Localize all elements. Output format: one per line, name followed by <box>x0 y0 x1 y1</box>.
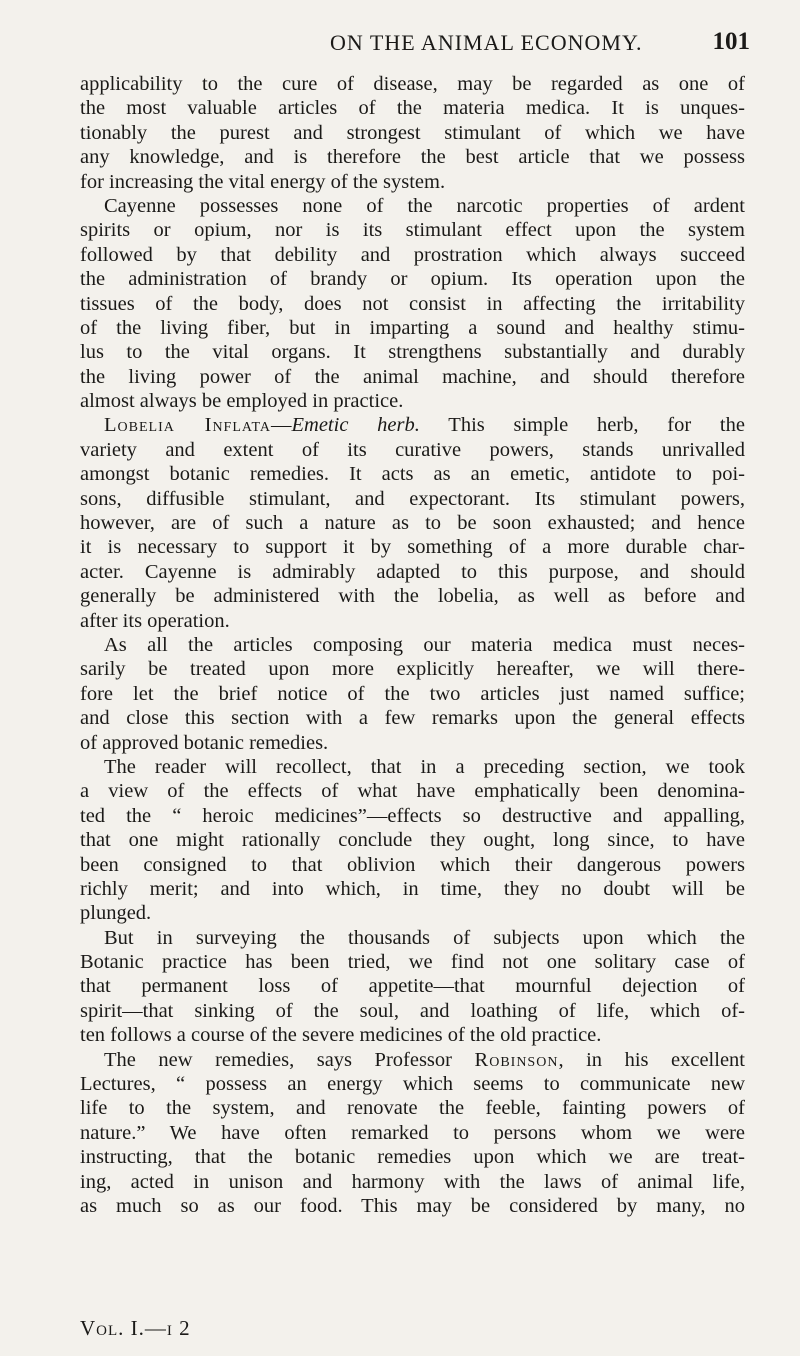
text-line: plunged. <box>80 902 152 925</box>
text-line: the living power of the animal machine, and should therefore <box>80 365 745 388</box>
text-line: almost always be employed in practice. <box>80 390 404 413</box>
text-line: spirits or opium, nor is its stimulant effect upon the system <box>80 219 745 242</box>
text-line: lus to the vital organs. It strengthens substantially and durably <box>80 341 745 364</box>
text-line: that permanent loss of appetite—that mournful dejection of <box>80 975 745 998</box>
text-line: it is necessary to support it by something of a more durable char- <box>80 536 745 559</box>
em-dash: — <box>271 414 292 437</box>
body-text <box>80 72 745 1218</box>
text-line: of approved botanic remedies. <box>80 731 329 754</box>
page-header <box>80 20 750 60</box>
text-line: tissues of the body, does not consist in affecting the irritability <box>80 292 745 315</box>
text-line: and close this section with a few remarks upon the general effects <box>80 707 745 730</box>
text-line: the administration of brandy or opium. Its operation upon the <box>80 268 745 291</box>
running-title: ON THE ANIMAL ECONOMY. <box>330 30 643 55</box>
herb-epithet: Emetic herb. <box>291 414 420 437</box>
text-line: after its operation. <box>80 609 230 632</box>
text-line: ing, acted in unison and harmony with the laws of animal life, <box>80 1170 745 1193</box>
text-line: variety and extent of its curative powers, stands unrivalled <box>80 438 745 461</box>
text-line: ted the “ heroic medicines”—effects so destructive and appalling, <box>80 804 745 827</box>
text-line: however, are of such a nature as to be soon exhausted; and hence <box>80 512 745 535</box>
text-line: any knowledge, and is therefore the best article that we possess <box>80 146 745 169</box>
text-line: sarily be treated upon more explicitly hereafter, we will there- <box>80 658 745 681</box>
text-line: instructing, that the botanic remedies upon which we are treat- <box>80 1146 745 1169</box>
text-line <box>80 1048 745 1072</box>
text-line: applicability to the cure of disease, may be regarded as one of <box>80 73 745 95</box>
text-line: As all the articles composing our materia medica must neces- <box>104 633 745 656</box>
text-line: The reader will recollect, that in a preceding section, we took <box>104 755 745 778</box>
text-line: fore let the brief notice of the two articles just named suffice; <box>80 682 745 705</box>
author-name: Robinson <box>474 1048 559 1071</box>
herb-name: Lobelia Inflata <box>104 414 271 437</box>
text-line: the most valuable articles of the materia medica. It is unques- <box>80 97 745 120</box>
footer-signature <box>80 1316 191 1341</box>
text-line: Cayenne possesses none of the narcotic properties of ardent <box>104 194 745 217</box>
text-line: tionably the purest and strongest stimulant of which we have <box>80 121 745 144</box>
line-rest: This simple herb, for the <box>419 414 745 437</box>
text-line: ten follows a course of the severe medicines of the old practice. <box>80 1024 602 1047</box>
text-line: Botanic practice has been tried, we find not one solitary case of <box>80 951 745 974</box>
text-line: nature.” We have often remarked to persons whom we were <box>80 1121 745 1144</box>
text-line: sons, diffusible stimulant, and expectorant. Its stimulant powers, <box>80 487 745 510</box>
line-after: , in his excellent <box>558 1048 745 1071</box>
text-line: followed by that debility and prostration which always succeed <box>80 243 745 266</box>
text-line: But in surveying the thousands of subjects upon which the <box>104 926 745 949</box>
text-line: amongst botanic remedies. It acts as an emetic, antidote to poi- <box>80 463 745 486</box>
text-line: for increasing the vital energy of the system. <box>80 170 446 193</box>
text-line: spirit—that sinking of the soul, and loathing of life, which of- <box>80 999 745 1022</box>
text-line: as much so as our food. This may be considered by many, no <box>80 1194 745 1217</box>
volume-signature: Vol. I.—i 2 <box>80 1316 191 1340</box>
text-line: a view of the effects of what have emphatically been denomina- <box>80 780 745 803</box>
text-line: been consigned to that oblivion which their dangerous powers <box>80 853 745 876</box>
line-before: The new remedies, says Professor <box>104 1048 475 1071</box>
text-line: of the living fiber, but in imparting a sound and healthy stimu- <box>80 316 745 339</box>
text-line: Lectures, “ possess an energy which seems to communicate new <box>80 1073 745 1096</box>
text-line: acter. Cayenne is admirably adapted to this purpose, and should <box>80 560 745 583</box>
text-line: that one might rationally conclude they ought, long since, to have <box>80 829 745 852</box>
page-number: 101 <box>712 28 750 55</box>
text-line <box>80 413 745 437</box>
text-line: richly merit; and into which, in time, they no doubt will be <box>80 877 745 900</box>
text-line: life to the system, and renovate the feeble, fainting powers of <box>80 1097 745 1120</box>
text-line: generally be administered with the lobelia, as well as before and <box>80 585 745 608</box>
